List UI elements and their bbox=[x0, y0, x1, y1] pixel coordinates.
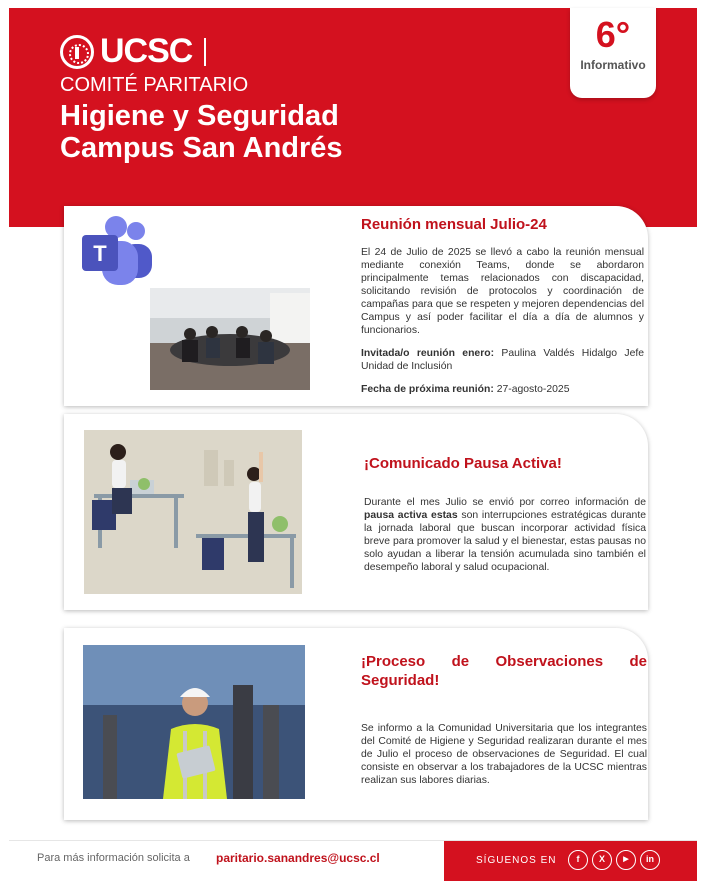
guest-value: Paulina Valdés Hidalgo Jefe Unidad de Inclusión bbox=[361, 348, 645, 372]
next-meeting-value: 27-agosto-2025 bbox=[496, 384, 570, 395]
page-title-line2: Campus San Andrés bbox=[60, 132, 343, 164]
active-pause-text-start: Durante el mes Julio se envió por correo información de bbox=[364, 497, 646, 508]
header-banner bbox=[9, 8, 697, 227]
follow-label: SÍGUENOS EN bbox=[476, 855, 557, 866]
issue-number: 6° bbox=[595, 14, 631, 55]
ucsc-logo bbox=[60, 32, 206, 71]
meeting-title: Reunión mensual Julio-24 bbox=[361, 216, 547, 233]
footer-info: Para más información solicita a bbox=[37, 852, 190, 864]
guest-label: Invitada/o reunión enero: bbox=[361, 348, 495, 359]
safety-observation-card bbox=[64, 628, 648, 820]
meeting-photo bbox=[150, 288, 310, 390]
safety-observation-title: ¡Proceso de Observaciones de Seguridad! bbox=[361, 653, 647, 689]
active-pause-text-end: son interrupciones estratégicas durante la jornada laboral que buscan incorporar actividad física breve para promover la salud y el bienestar, estas pausas no solo ayudan a liberar la tensión acumulada sino también el desempeño laboral y salud ocupacional. bbox=[364, 510, 647, 573]
contact-email-link[interactable]: paritario.sanandres@ucsc.cl bbox=[216, 851, 380, 865]
page-title-line1: Higiene y Seguridad bbox=[60, 100, 339, 132]
logo-divider bbox=[204, 38, 206, 66]
meeting-description: El 24 de Julio de 2025 se llevó a cabo la reunión mensual mediante conexión Teams, donde se abordaron principalmente temas relacionados con discapacidad, solicitando revisión de protocolos y coordinación de campañas para que se respeten y mejoren dependencias del Campus y así poder facilitar el día a día de alumnos y funcionarios. bbox=[361, 247, 644, 336]
active-pause-title: ¡Comunicado Pausa Activa! bbox=[364, 455, 562, 472]
footer bbox=[9, 840, 697, 881]
teams-icon bbox=[76, 211, 158, 293]
safety-worker-photo bbox=[83, 645, 305, 799]
logo-text: UCSC bbox=[100, 32, 193, 70]
committee-label: COMITÉ PARITARIO bbox=[60, 74, 249, 96]
facebook-icon[interactable]: f bbox=[568, 850, 588, 870]
teams-letter: T bbox=[93, 241, 107, 266]
issue-label: Informativo bbox=[580, 58, 646, 72]
social-bar bbox=[444, 841, 697, 881]
next-meeting bbox=[361, 383, 644, 396]
university-seal-icon bbox=[60, 35, 94, 69]
issue-badge bbox=[570, 8, 656, 98]
active-pause-text-bold: pausa activa estas bbox=[364, 510, 458, 521]
newsletter-page bbox=[9, 8, 697, 880]
next-meeting-label: Fecha de próxima reunión: bbox=[361, 384, 494, 395]
x-icon[interactable]: X bbox=[592, 850, 612, 870]
linkedin-icon[interactable]: in bbox=[640, 850, 660, 870]
safety-observation-body: Se informo a la Comunidad Universitaria que los integrantes del Comité de Higiene y Seguridad realizaran durante el mes de Julio el proceso de observaciones de Seguridad. El cual consiste en observar a los trabajadores de la UCSC mientras realizan sus labores diarias. bbox=[361, 723, 647, 786]
active-pause-body bbox=[364, 496, 646, 574]
active-pause-illustration bbox=[84, 430, 302, 594]
meeting-card bbox=[64, 206, 648, 406]
youtube-icon[interactable]: ▶ bbox=[616, 850, 636, 870]
active-pause-card bbox=[64, 414, 648, 610]
meeting-body bbox=[361, 246, 644, 396]
meeting-guest bbox=[361, 347, 644, 373]
